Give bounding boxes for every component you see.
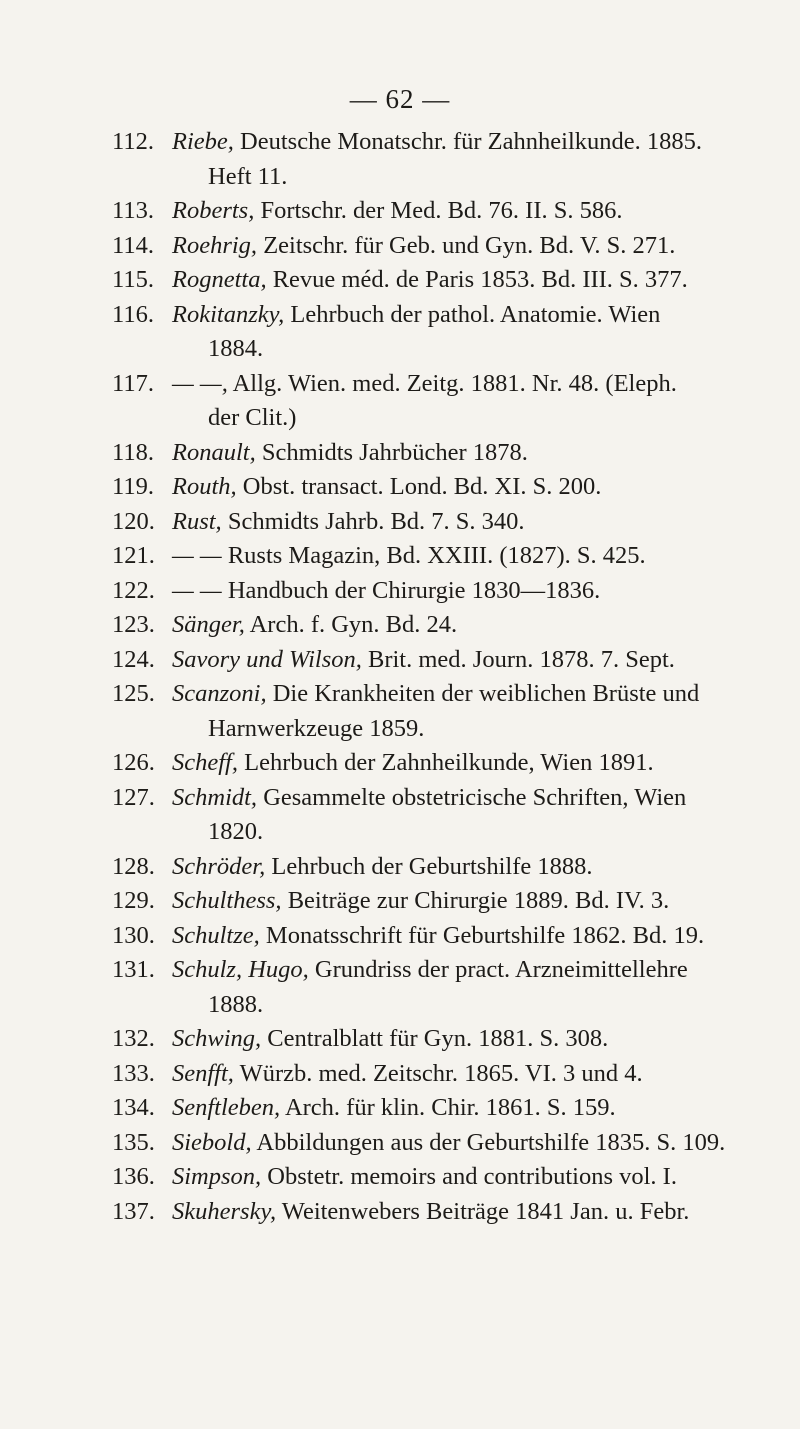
bibliography-entry	[112, 367, 772, 436]
entry-body	[172, 1160, 772, 1195]
bibliography-entry	[112, 781, 772, 850]
entry-author: Senfft,	[172, 1059, 234, 1087]
entry-number: 133.	[112, 1059, 155, 1087]
entry-body	[172, 677, 772, 746]
entry-body	[172, 1195, 772, 1230]
entry-author: Roberts,	[172, 197, 255, 224]
entry-number: 124.	[112, 645, 155, 673]
entry-author: Riebe,	[172, 128, 234, 155]
entry-text: Deutsche Monatschr. für Zahnheilkunde. 1885.	[233, 128, 703, 155]
bibliography-entry	[112, 539, 772, 574]
bibliography-entry	[112, 1057, 772, 1092]
entry-body	[172, 574, 772, 609]
entry-text: Gesammelte obstetricische Schriften, Wien	[257, 783, 687, 811]
entry-text: Würzb. med. Zeitschr. 1865. VI. 3 und 4.	[233, 1059, 643, 1087]
entry-number: 116.	[112, 300, 154, 328]
bibliography-list	[112, 125, 772, 1229]
entry-text: Beiträge zur Chirurgie 1889. Bd. IV. 3.	[281, 887, 670, 914]
bibliography-entry	[112, 1195, 772, 1230]
entry-body	[172, 298, 772, 367]
entry-author: Skuhersky,	[172, 1197, 277, 1225]
entry-text: Revue méd. de Paris 1853. Bd. III. S. 377.	[266, 266, 688, 293]
entry-text: Grundriss der pract. Arzneimittellehre	[308, 956, 688, 983]
entry-body	[172, 229, 772, 264]
bibliography-entry	[112, 125, 772, 194]
entry-number: 115.	[112, 266, 154, 293]
bibliography-entry	[112, 919, 772, 954]
entry-author: Ronault,	[172, 438, 256, 466]
entry-number: 120.	[112, 507, 155, 535]
entry-body	[172, 539, 772, 574]
entry-body	[172, 884, 772, 919]
bibliography-entry	[112, 643, 772, 678]
entry-text: Obstetr. memoirs and contributions vol. I.	[261, 1163, 677, 1190]
bibliography-entry	[112, 194, 772, 229]
entry-text: Monatsschrift für Geburtshilfe 1862. Bd. 19.	[259, 921, 705, 949]
entry-author: Schwing,	[172, 1025, 262, 1052]
entry-author: Simpson,	[172, 1163, 262, 1190]
bibliography-entry	[112, 608, 772, 643]
entry-author: Sänger,	[172, 611, 245, 638]
entry-text: Abbildungen aus der Geburtshilfe 1835. S. 109.	[251, 1128, 726, 1156]
entry-author: — —	[172, 576, 222, 604]
entry-author: Roehrig,	[172, 231, 258, 259]
entry-body	[172, 436, 772, 471]
entry-text: Schmidts Jahrbücher 1878.	[255, 438, 528, 466]
bibliography-entry	[112, 574, 772, 609]
entry-text: Obst. transact. Lond. Bd. XI. S. 200.	[236, 473, 602, 500]
entry-body	[172, 505, 772, 540]
entry-number: 136.	[112, 1163, 155, 1190]
entry-body	[172, 919, 772, 954]
entry-number: 132.	[112, 1025, 155, 1052]
entry-author: Rust,	[172, 507, 222, 535]
entry-number: 135.	[112, 1128, 155, 1156]
entry-text: Arch. für klin. Chir. 1861. S. 159.	[280, 1094, 616, 1121]
entry-text: Rusts Magazin, Bd. XXIII. (1827). S. 425.	[221, 542, 646, 569]
entry-text: Centralblatt für Gyn. 1881. S. 308.	[261, 1025, 609, 1052]
entry-body	[172, 1091, 772, 1126]
entry-number: 137.	[112, 1197, 155, 1225]
entry-author: Rognetta,	[172, 266, 267, 293]
entry-text: Weitenwebers Beiträge 1841 Jan. u. Febr.	[276, 1197, 690, 1225]
entry-text: Lehrbuch der Geburtshilfe 1888.	[265, 852, 593, 880]
entry-text: Handbuch der Chirurgie 1830—1836.	[221, 576, 601, 604]
entry-author: Schultze,	[172, 921, 260, 949]
entry-author: Savory und Wilson,	[172, 645, 362, 673]
entry-continuation: 1884.	[208, 335, 264, 362]
entry-text: Schmidts Jahrb. Bd. 7. S. 340.	[221, 507, 525, 535]
entry-author: Rokitanzky,	[172, 300, 285, 328]
entry-author: Schmidt,	[172, 783, 258, 811]
entry-body	[172, 608, 772, 643]
entry-number: 129.	[112, 887, 155, 914]
entry-body	[172, 643, 772, 678]
entry-author: Scheff,	[172, 749, 238, 776]
entry-number: 117.	[112, 369, 154, 397]
bibliography-entry	[112, 1126, 772, 1161]
bibliography-entry	[112, 953, 772, 1022]
entry-body	[172, 953, 772, 1022]
entry-body	[172, 1022, 772, 1057]
entry-body	[172, 1126, 772, 1161]
entry-author: Scanzoni,	[172, 680, 267, 707]
entry-author: Siebold,	[172, 1128, 252, 1156]
bibliography-entry	[112, 263, 772, 298]
entry-continuation: der Clit.)	[208, 404, 297, 431]
entry-author: Schulz, Hugo,	[172, 956, 309, 983]
bibliography-entry	[112, 298, 772, 367]
bibliography-entry	[112, 850, 772, 885]
bibliography-entry	[112, 470, 772, 505]
entry-text: Lehrbuch der pathol. Anatomie. Wien	[284, 300, 661, 328]
entry-number: 112.	[112, 128, 154, 155]
entry-body	[172, 470, 772, 505]
entry-author: Schulthess,	[172, 887, 282, 914]
bibliography-entry	[112, 677, 772, 746]
entry-number: 118.	[112, 438, 154, 466]
entry-continuation: Heft 11.	[208, 162, 288, 190]
entry-number: 114.	[112, 231, 154, 259]
bibliography-entry	[112, 436, 772, 471]
entry-body	[172, 125, 772, 194]
entry-number: 127.	[112, 783, 155, 811]
entry-author: — —,	[172, 369, 228, 397]
bibliography-entry	[112, 229, 772, 264]
bibliography-entry	[112, 884, 772, 919]
entry-text: Zeitschr. für Geb. und Gyn. Bd. V. S. 271.	[257, 231, 676, 259]
entry-text: Brit. med. Journ. 1878. 7. Sept.	[361, 645, 675, 673]
entry-number: 113.	[112, 197, 154, 224]
entry-body	[172, 1057, 772, 1092]
entry-number: 126.	[112, 749, 155, 776]
bibliography-entry	[112, 1022, 772, 1057]
entry-number: 122.	[112, 576, 155, 604]
entry-number: 130.	[112, 921, 155, 949]
entry-number: 125.	[112, 680, 155, 707]
entry-body	[172, 781, 772, 850]
entry-text: Allg. Wien. med. Zeitg. 1881. Nr. 48. (Eleph.	[227, 369, 677, 397]
bibliography-entry	[112, 1160, 772, 1195]
entry-text: Die Krankheiten der weiblichen Brüste und	[266, 680, 700, 707]
entry-body	[172, 746, 772, 781]
bibliography-entry	[112, 746, 772, 781]
entry-text: Fortschr. der Med. Bd. 76. II. S. 586.	[254, 197, 623, 224]
entry-author: — —	[172, 542, 222, 569]
bibliography-entry	[112, 505, 772, 540]
entry-body	[172, 367, 772, 436]
entry-continuation: Harnwerkzeuge 1859.	[208, 714, 425, 742]
entry-text: Lehrbuch der Zahnheilkunde, Wien 1891.	[238, 749, 654, 776]
page-number: — 62 —	[349, 84, 451, 114]
entry-number: 128.	[112, 852, 155, 880]
entry-number: 131.	[112, 956, 155, 983]
entry-author: Schröder,	[172, 852, 266, 880]
entry-number: 123.	[112, 611, 155, 638]
entry-body	[172, 850, 772, 885]
entry-number: 134.	[112, 1094, 155, 1121]
bibliography-entry	[112, 1091, 772, 1126]
entry-continuation: 1820.	[208, 818, 264, 845]
entry-author: Routh,	[172, 473, 237, 500]
entry-text: Arch. f. Gyn. Bd. 24.	[244, 611, 458, 638]
entry-continuation: 1888.	[208, 990, 264, 1018]
entry-body	[172, 263, 772, 298]
entry-body	[172, 194, 772, 229]
entry-number: 119.	[112, 473, 154, 500]
entry-author: Senftleben,	[172, 1094, 281, 1121]
entry-number: 121.	[112, 542, 155, 569]
